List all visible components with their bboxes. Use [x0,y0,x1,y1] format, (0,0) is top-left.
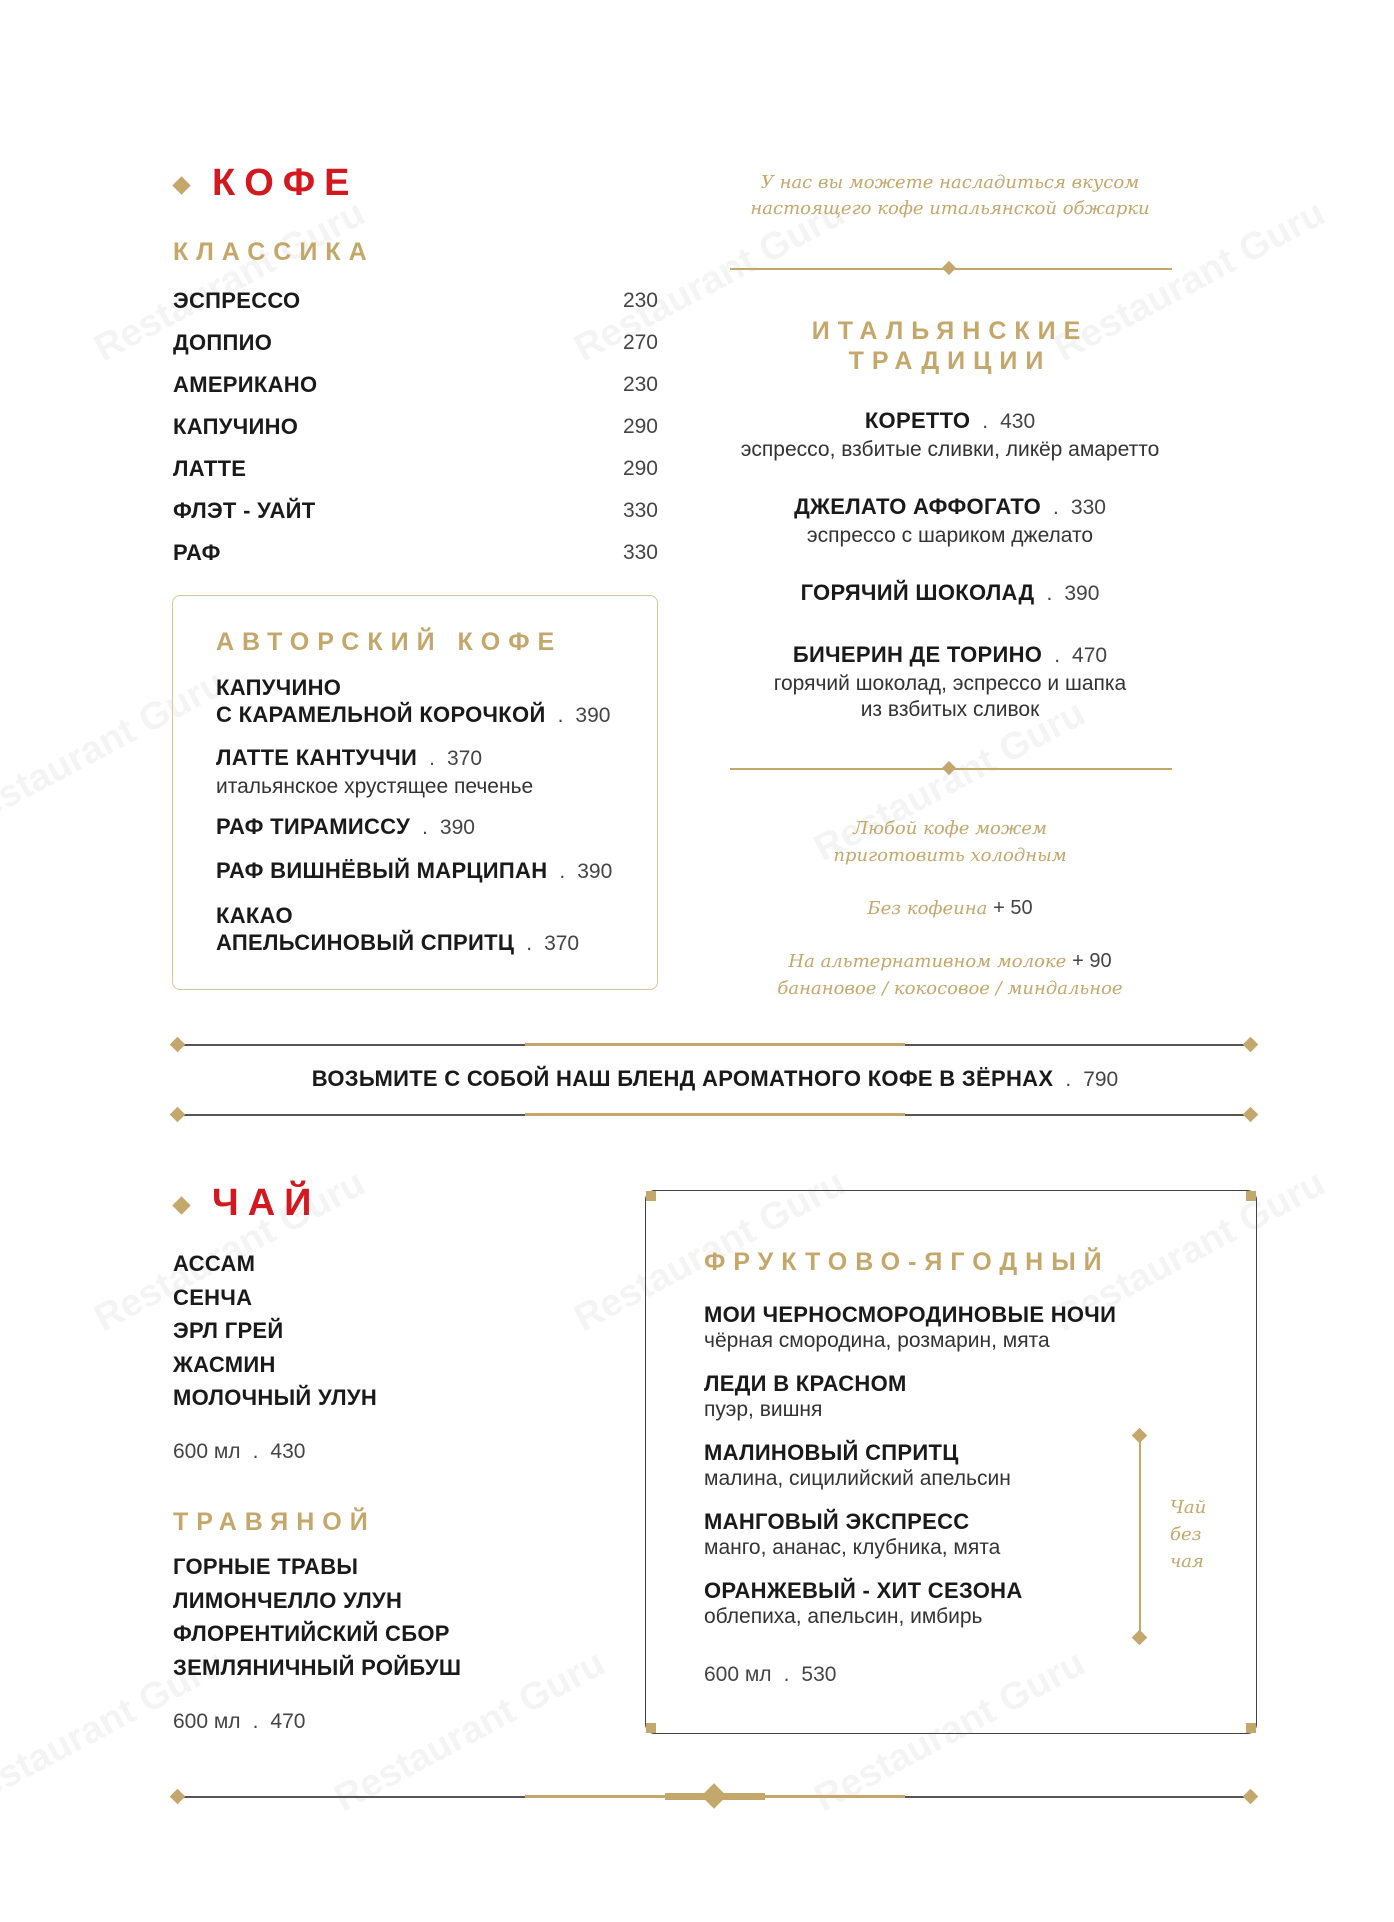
separator: . [559,860,566,883]
item-name: ЛЕДИ В КРАСНОМ [704,1371,907,1396]
item-description: эспрессо с шариком джелато [806,524,1094,547]
item-description: эспрессо, взбитые сливки, ликёр амаретто [740,438,1160,461]
alt-milk-kinds: банановое / кокосовое / миндальное [777,978,1123,999]
footer-diamond-icon [701,1783,726,1808]
classic-list [173,280,658,574]
menu-item [704,1440,1144,1509]
separator: . [252,1710,259,1733]
tea-item: МОЛОЧНЫЙ УЛУН [173,1385,378,1410]
item-name: АПЕЛЬСИНОВЫЙ СПРИТЦ [216,930,515,955]
item-name: ФЛЭТ - УАЙТ [173,498,316,523]
bullet-diamond-icon [172,176,190,194]
menu-item [216,814,646,858]
menu-item [704,1371,1144,1440]
separator: . [422,816,428,839]
item-name: ЛАТТЕ [173,456,247,481]
item-name: КАПУЧИНО [216,675,342,700]
item-name: БИЧЕРИН ДЕ ТОРИНО [792,642,1043,667]
tea-list [173,1247,377,1415]
item-name: КОРЕТТО [864,408,971,433]
banner-diamond-icon [170,1037,186,1053]
menu-item [173,280,658,322]
separator: . [1065,1068,1072,1091]
menu-item [216,902,646,972]
item-price: 390 [439,816,475,839]
item-name: С КАРАМЕЛЬНОЙ КОРОЧКОЙ [216,702,546,727]
separator: . [557,704,564,727]
classic-subtitle: КЛАССИКА [173,238,375,266]
tea-item: СЕНЧА [173,1284,253,1310]
tea-item: ЖАСМИН [173,1351,276,1377]
beans-banner [180,1064,1250,1097]
menu-item [173,322,658,364]
intro-line: настоящего кофе итальянской обжарки [750,198,1150,219]
item-description: облепиха, апельсин, имбирь [704,1605,983,1628]
banner-accent [525,1043,905,1046]
decaf-label: Без кофеина [867,898,988,919]
beans-price: 790 [1083,1068,1119,1091]
item-price: 330 [1070,496,1106,519]
tea-volume: 600 мл [173,1440,241,1463]
item-description: из взбитых сливок [860,698,1040,721]
item-name: ДОППИО [173,330,273,355]
tea-item: АССАМ [173,1251,256,1276]
divider-diamond-icon [942,261,956,275]
item-name: РАФ ТИРАМИССУ [216,814,411,839]
item-price: 270 [622,331,658,354]
box-corner [646,1723,656,1733]
intro-line: У нас вы можете насладиться вкусом [760,172,1140,193]
item-price: 290 [622,457,658,480]
fruit-volume: 600 мл [704,1663,772,1686]
tea-item: ЛИМОНЧЕЛЛО УЛУН [173,1587,403,1613]
menu-item [173,490,658,532]
item-name: ОРАНЖЕВЫЙ - ХИТ СЕЗОНА [704,1578,1023,1603]
herbal-list [173,1550,461,1684]
item-name: МОИ ЧЕРНОСМОРОДИНОВЫЕ НОЧИ [704,1302,1117,1327]
banner-diamond-icon [170,1107,186,1123]
menu-item [173,364,658,406]
item-name: ЭСПРЕССО [173,288,301,313]
coffee-section-title: КОФЕ [212,162,359,204]
tea-section-title: ЧАЙ [212,1182,321,1224]
menu-item [700,580,1200,642]
no-tea-line: Чай [1170,1497,1207,1518]
separator: . [429,747,435,770]
menu-item [700,642,1200,723]
banner-diamond-icon [1243,1037,1259,1053]
note-line: Любой кофе можем [853,818,1047,839]
herbal-volume-price [173,1710,305,1734]
menu-item [173,532,658,574]
item-name: РАФ ВИШНЁВЫЙ МАРЦИПАН [216,858,548,883]
separator: . [1053,496,1059,519]
herbal-subtitle: ТРАВЯНОЙ [173,1508,376,1536]
italian-list [700,408,1200,723]
menu-item [704,1509,1144,1578]
item-price: 370 [447,747,483,770]
item-price: 290 [622,415,658,438]
fruit-volume-price [704,1663,836,1687]
menu-item [173,406,658,448]
item-name: КАКАО [216,903,293,928]
item-price: 390 [575,704,611,727]
item-name: МАНГОВЫЙ ЭКСПРЕСС [704,1509,970,1534]
banner-diamond-icon [1243,1107,1259,1123]
fruit-subtitle: ФРУКТОВО-ЯГОДНЫЙ [704,1248,1110,1276]
banner-accent [525,1113,905,1116]
menu-item [216,674,646,744]
author-coffee-list [216,674,646,972]
separator: . [252,1440,259,1463]
item-name: РАФ [173,540,221,565]
alt-milk-label: На альтернативном молоке [788,951,1067,972]
item-name: МАЛИНОВЫЙ СПРИТЦ [704,1440,959,1465]
no-tea-line: чая [1170,1551,1204,1572]
tea-item: ЗЕМЛЯНИЧНЫЙ РОЙБУШ [173,1654,462,1680]
italian-subtitle [700,316,1200,376]
fruit-list [704,1302,1144,1647]
item-price: 430 [1000,410,1036,433]
footer-diamond-icon [170,1789,186,1805]
herbal-volume: 600 мл [173,1710,241,1733]
author-coffee-subtitle: АВТОРСКИЙ КОФЕ [216,628,563,656]
box-corner [646,1191,656,1201]
separator: . [982,410,989,433]
marker-line [1139,1440,1141,1633]
herbal-price: 470 [270,1710,306,1733]
menu-item [216,744,646,814]
menu-item [700,408,1200,494]
item-price: 330 [622,541,658,564]
item-description: манго, ананас, клубника, мята [704,1536,1001,1559]
tea-item: ЭРЛ ГРЕЙ [173,1318,284,1343]
item-description: итальянское хрустящее печенье [216,775,534,798]
alt-milk-price: + 90 [1072,950,1112,972]
item-price: 230 [622,289,658,312]
tea-volume-price [173,1440,305,1464]
menu-item [700,494,1200,580]
item-name: ДЖЕЛАТО АФФОГАТО [794,494,1042,519]
item-name: КАПУЧИНО [173,414,299,439]
item-price: 470 [1072,644,1108,667]
item-price: 370 [544,932,580,955]
item-price: 230 [622,373,658,396]
box-corner [1246,1723,1256,1733]
tea-item: ФЛОРЕНТИЙСКИЙ СБОР [173,1621,450,1646]
item-description: малина, сицилийский апельсин [704,1467,1011,1490]
item-price: 390 [577,860,613,883]
separator: . [1054,644,1061,667]
fruit-price: 530 [801,1663,837,1686]
no-tea-label [1170,1494,1206,1575]
item-name: ГОРЯЧИЙ ШОКОЛАД [800,580,1035,605]
menu-item [704,1302,1144,1371]
menu-item [216,858,646,902]
footer-diamond-icon [1243,1789,1259,1805]
coffee-notes [700,815,1200,1002]
item-price: 390 [1064,582,1100,605]
item-description: горячий шоколад, эспрессо и шапка [773,672,1127,695]
bullet-diamond-icon [172,1196,190,1214]
menu-item [704,1578,1144,1647]
item-description: пуэр, вишня [704,1398,823,1421]
title-line: ИТАЛЬЯНСКИЕ [811,317,1089,345]
item-price: 330 [622,499,658,522]
separator: . [783,1663,790,1686]
intro-text [700,170,1200,222]
separator: . [1046,582,1053,605]
tea-item: ГОРНЫЕ ТРАВЫ [173,1554,359,1579]
note-line: приготовить холодным [833,845,1067,866]
title-line: ТРАДИЦИИ [848,347,1052,375]
box-corner [1246,1191,1256,1201]
decaf-price: + 50 [993,897,1033,919]
separator: . [526,932,533,955]
beans-text: ВОЗЬМИТЕ С СОБОЙ НАШ БЛЕНД АРОМАТНОГО КОФЕ В ЗЁРНАХ [311,1066,1054,1091]
no-tea-line: без [1170,1524,1202,1545]
item-name: ЛАТТЕ КАНТУЧЧИ [216,745,418,770]
item-description: чёрная смородина, розмарин, мята [704,1329,1050,1352]
menu-item [173,448,658,490]
tea-price: 430 [270,1440,306,1463]
item-name: АМЕРИКАНО [173,372,318,397]
